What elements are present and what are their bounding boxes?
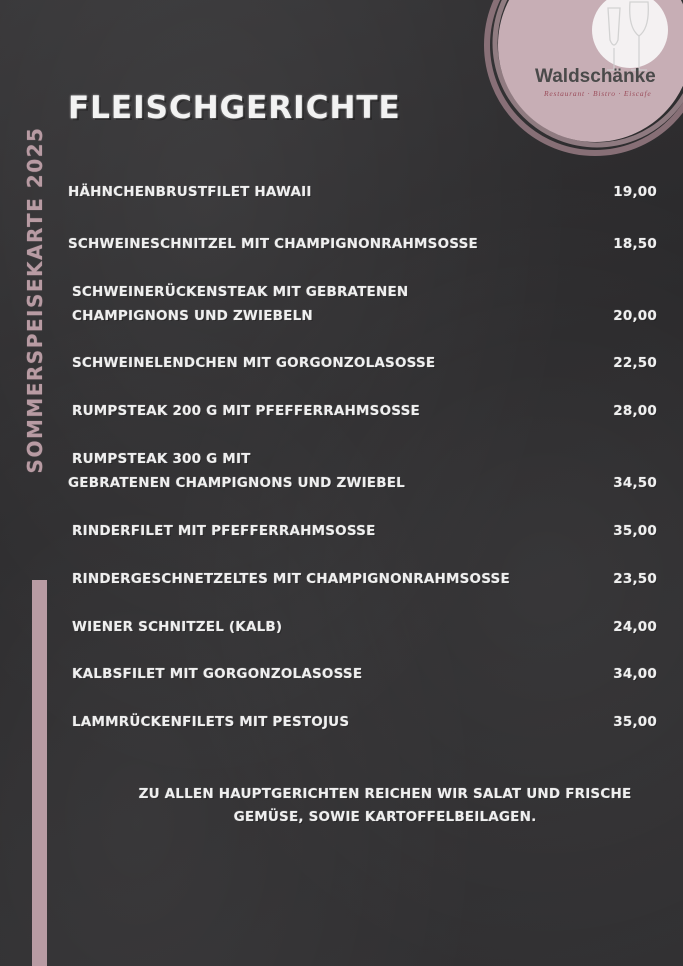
menu-item <box>68 180 657 204</box>
footer-note-line1: ZU ALLEN HAUPTGERICHTEN REICHEN WIR SALAT UND FRISCHE <box>138 786 632 802</box>
menu-item-name <box>68 447 578 495</box>
menu-item <box>68 519 657 543</box>
menu-item <box>68 662 657 686</box>
section-heading: FLEISCHGERICHTE <box>68 90 401 126</box>
menu-item-name: RINDERGESCHNETZELTES MIT CHAMPIGNONRAHMSOSSE <box>72 571 510 587</box>
menu-item <box>68 615 657 639</box>
menu-item <box>68 280 657 328</box>
menu-item-name: HÄHNCHENBRUSTFILET HAWAII <box>68 184 312 200</box>
logo-name: Waldschänke <box>535 66 656 87</box>
menu-item <box>68 447 657 495</box>
menu-item-name-line2: CHAMPIGNONS UND ZWIEBELN <box>72 308 313 324</box>
menu-item-price: 35,00 <box>613 714 657 730</box>
menu-item-name: SCHWEINELENDCHEN MIT GORGONZOLASOSSE <box>72 355 436 371</box>
vertical-title: SOMMERSPEISEKARTE 2025 <box>23 126 47 474</box>
menu-item <box>68 399 657 423</box>
menu-item <box>68 351 657 375</box>
menu-item-price: 34,00 <box>613 666 657 682</box>
menu-item-price: 28,00 <box>613 403 657 419</box>
menu-item-name: RUMPSTEAK 200 G MIT PFEFFERRAHMSOSSE <box>72 403 420 419</box>
menu-item-price: 24,00 <box>613 619 657 635</box>
menu-item-name: LAMMRÜCKENFILETS MIT PESTOJUS <box>72 714 350 730</box>
menu-item <box>68 710 657 734</box>
menu-item-name: RINDERFILET MIT PFEFFERRAHMSOSSE <box>72 523 376 539</box>
menu-item-name <box>72 280 582 328</box>
menu-item-name-line2: GEBRATENEN CHAMPIGNONS UND ZWIEBEL <box>68 475 405 491</box>
menu-item-price: 35,00 <box>613 523 657 539</box>
footer-note <box>100 783 670 829</box>
menu-item <box>68 567 657 591</box>
logo-subtitle: Restaurant · Bistro · Eiscafe <box>544 89 652 98</box>
menu-item-price: 18,50 <box>613 236 657 252</box>
menu-item-name: KALBSFILET MIT GORGONZOLASOSSE <box>72 666 363 682</box>
accent-bar <box>32 580 47 966</box>
menu-item-price: 22,50 <box>613 355 657 371</box>
menu-item-price: 20,00 <box>613 308 657 324</box>
menu-item-price: 23,50 <box>613 571 657 587</box>
menu-item-name-line1: RUMPSTEAK 300 G MIT <box>72 451 251 467</box>
footer-note-line2: GEMÜSE, SOWIE KARTOFFELBEILAGEN. <box>233 809 537 825</box>
menu-item-name: SCHWEINESCHNITZEL MIT CHAMPIGNONRAHMSOSSE <box>68 236 478 252</box>
menu-item-price: 34,50 <box>613 475 657 491</box>
menu-item-name: WIENER SCHNITZEL (KALB) <box>72 619 283 635</box>
menu-item-price: 19,00 <box>613 184 657 200</box>
menu-item <box>68 232 657 256</box>
menu-item-name-line1: SCHWEINERÜCKENSTEAK MIT GEBRATENEN <box>72 284 409 300</box>
